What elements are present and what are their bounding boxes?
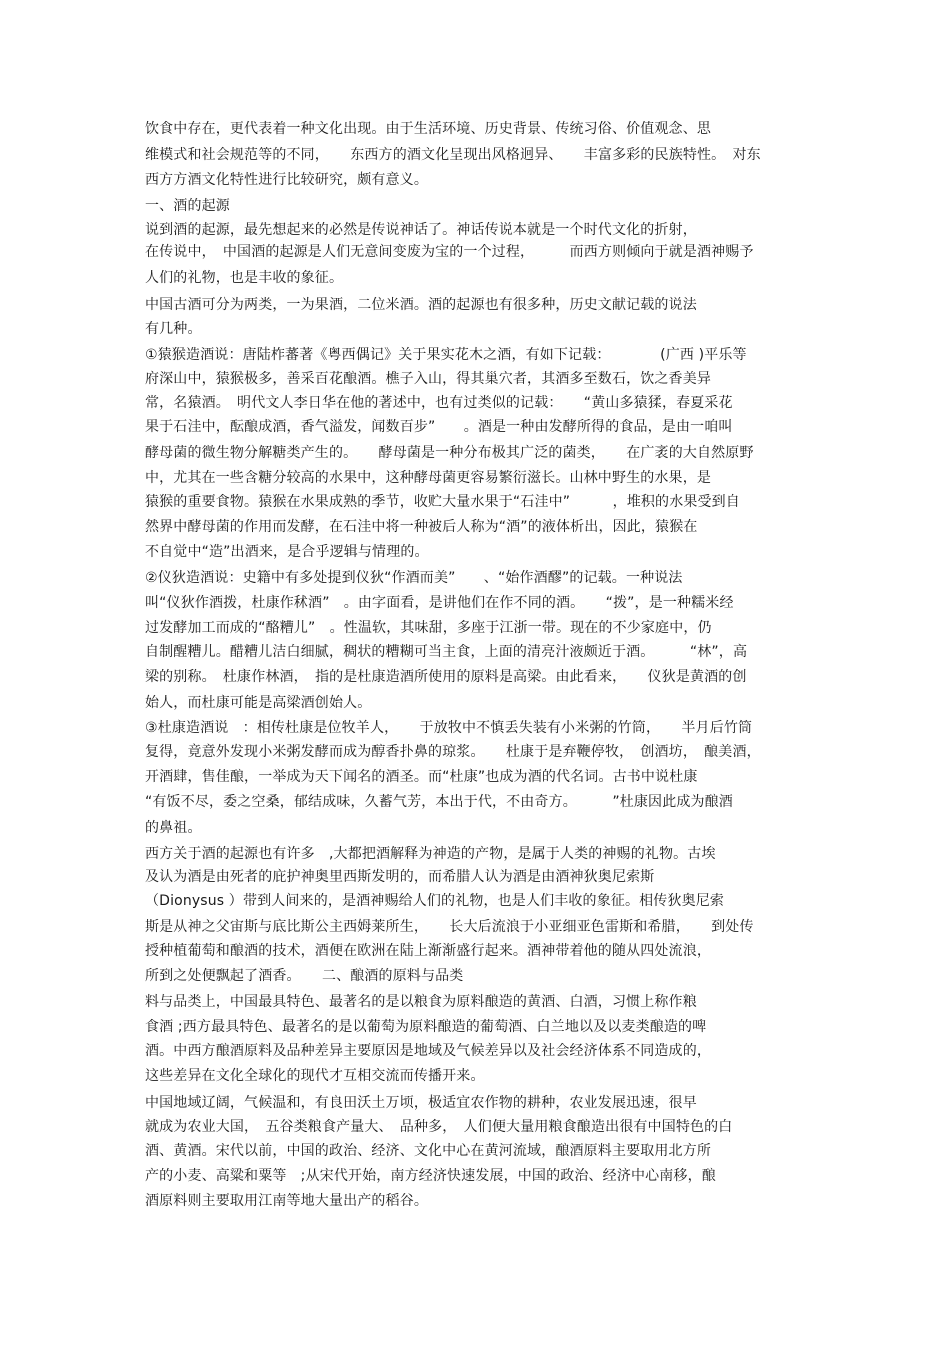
text-line: 府深山中，猿猴极多，善采百花酿酒。樵子入山，得其巢穴者，其酒多至数石，饮之香美异: [145, 371, 711, 387]
text-line: 产的小麦、高粱和粟等 ;从宋代开始，南方经济快速发展，中国的政治、经济中心南移，酿: [145, 1168, 716, 1184]
text-line: 饮食中存在，更代表着一种文化出现。由于生活环境、历史背景、传统习俗、价值观念、思: [145, 121, 711, 137]
text-line: 食酒 ;西方最具特色、最著名的是以葡萄为原料酿造的葡萄酒、白兰地以及以麦类酿造的啤: [145, 1019, 707, 1035]
text-line: 中，尤其在一些含糖分较高的水果中，这种酵母菌更容易繁衍滋长。山林中野生的水果，是: [145, 470, 711, 486]
text-line: （Dionysus ）带到人间来的，是酒神赐给人们的礼物，也是人们丰收的象征。相传狄奥尼索: [145, 893, 725, 909]
text-line: 授种植葡萄和酿酒的技术，酒便在欧洲在陆上渐渐盛行起来。酒神带着他的随从四处流浪，: [145, 943, 711, 959]
text-line: ②仪狄造酒说：史籍中有多处提到仪狄“作酒而美” 、“始作酒醪”的记载。一种说法: [145, 570, 683, 586]
text-line: 不自觉中“造”出酒来，是合乎逻辑与情理的。: [145, 544, 429, 560]
text-line: 过发酵加工而成的“酪糟儿” 。性温软，其味甜，多座于江浙一带。现在的不少家庭中，仍: [145, 620, 712, 636]
text-line: 维模式和社会规范等的不同， 东西方的酒文化呈现出风格迥异、 丰富多彩的民族特性。 对东: [145, 147, 761, 163]
section-heading: 一、酒的起源: [145, 198, 230, 214]
text-line: 常，名猿酒。 明代文人李日华在他的著述中，也有过类似的记载： “黄山多猿猱，春夏采花: [145, 395, 733, 411]
text-line: 西方方酒文化特性进行比较研究，颇有意义。: [145, 172, 428, 188]
text-line: 所到之处便飘起了酒香。 二、酿酒的原料与品类: [145, 968, 464, 984]
text-line: 始人，而杜康可能是高梁酒创始人。: [145, 695, 372, 711]
text-line: 果于石洼中，酝酿成酒，香气溢发，闻数百步” 。酒是一种由发酵所得的食品，是由一咱叫: [145, 419, 733, 435]
text-line: 酒、黄酒。宋代以前，中国的政治、经济、文化中心在黄河流域，酿酒原料主要取用北方所: [145, 1143, 711, 1159]
text-line: 自制醒糟儿。醋糟儿洁白细腻，稠状的糟糊可当主食，上面的清亮汁液颇近于酒。 “林”，高: [145, 644, 748, 660]
text-line: “有饭不尽，委之空桑，郁结成味，久蓄气芳，本出于代，不由奇方。 ”杜康因此成为酿酒: [145, 794, 733, 810]
text-line: 猿猴的重要食物。猿猴在水果成熟的季节，收贮大量水果于“石洼中” ，堆积的水果受到自: [145, 494, 740, 510]
text-line: 西方关于酒的起源也有许多 ,大都把酒解释为神造的产物，是属于人类的神赐的礼物。古埃: [145, 846, 716, 862]
text-line: 的鼻祖。: [145, 820, 202, 836]
text-line: 说到酒的起源，最先想起来的必然是传说神话了。神话传说本就是一个时代文化的折射，: [145, 222, 697, 238]
text-line: 及认为酒是由死者的庇护神奥里西斯发明的，而希腊人认为酒是由酒神狄奥尼索斯: [145, 869, 655, 885]
text-line: ③杜康造酒说 ：相传杜康是位牧羊人， 于放牧中不慎丢失装有小米粥的竹筒， 半月后竹筒: [145, 720, 753, 736]
text-line: 酒原料则主要取用江南等地大量出产的稻谷。: [145, 1193, 428, 1209]
text-line: 在传说中， 中国酒的起源是人们无意间变废为宝的一个过程， 而西方则倾向于就是酒神赐予: [145, 244, 754, 260]
text-line: 料与品类上，中国最具特色、最著名的是以粮食为原料酿造的黄酒、白酒，习惯上称作粮: [145, 994, 697, 1010]
text-line: 然界中酵母菌的作用而发酵，在石洼中将一种被后人称为“酒”的液体析出，因此，猿猴在: [145, 519, 698, 535]
text-line: 开酒肆，售佳酿，一举成为天下闻名的酒圣。而“杜康”也成为酒的代名词。古书中说杜康: [145, 769, 698, 785]
text-line: 酵母菌的微生物分解糖类产生的。 酵母菌是一种分布极其广泛的菌类， 在广袤的大自然原野: [145, 445, 754, 461]
text-line: 人们的礼物，也是丰收的象征。: [145, 270, 344, 286]
text-line: 叫“仪狄作酒拨，杜康作秫酒” 。由字面看，是讲他们在作不同的酒。 “拨”，是一种糯米经: [145, 595, 734, 611]
text-line: 这些差异在文化全球化的现代才互相交流而传播开来。: [145, 1068, 485, 1084]
text-line: 斯是从神之父宙斯与底比斯公主西姆莱所生， 长大后流浪于小亚细亚色雷斯和希腊， 到处传: [145, 919, 754, 935]
text-line: 复得，竟意外发现小米粥发酵而成为醇香扑鼻的琼浆。 杜康于是弃鞭停牧， 创酒坊， 酿美酒，: [145, 744, 761, 760]
text-line: 有几种。: [145, 321, 202, 337]
text-line: 酒。中西方酿酒原料及品种差异主要原因是地域及气候差异以及社会经济体系不同造成的，: [145, 1043, 711, 1059]
text-line: 中国地域辽阔，气候温和，有良田沃土万顷，极适宜农作物的耕种，农业发展迅速，很早: [145, 1095, 697, 1111]
text-line: 就成为农业大国， 五谷类粮食产量大、 品种多， 人们便大量用粮食酿造出很有中国特色的白: [145, 1119, 733, 1135]
text-line: ①猿猴造酒说：唐陆柞蕃著《粤西偶记》关于果实花木之酒，有如下记载： (广西 )平乐等: [145, 347, 747, 363]
text-line: 中国古酒可分为两类，一为果酒，二位米酒。酒的起源也有很多种，历史文献记载的说法: [145, 297, 697, 313]
text-line: 梁的别称。 杜康作林酒， 指的是杜康造酒所使用的原料是高梁。由此看来， 仪狄是黄酒的创: [145, 669, 747, 685]
